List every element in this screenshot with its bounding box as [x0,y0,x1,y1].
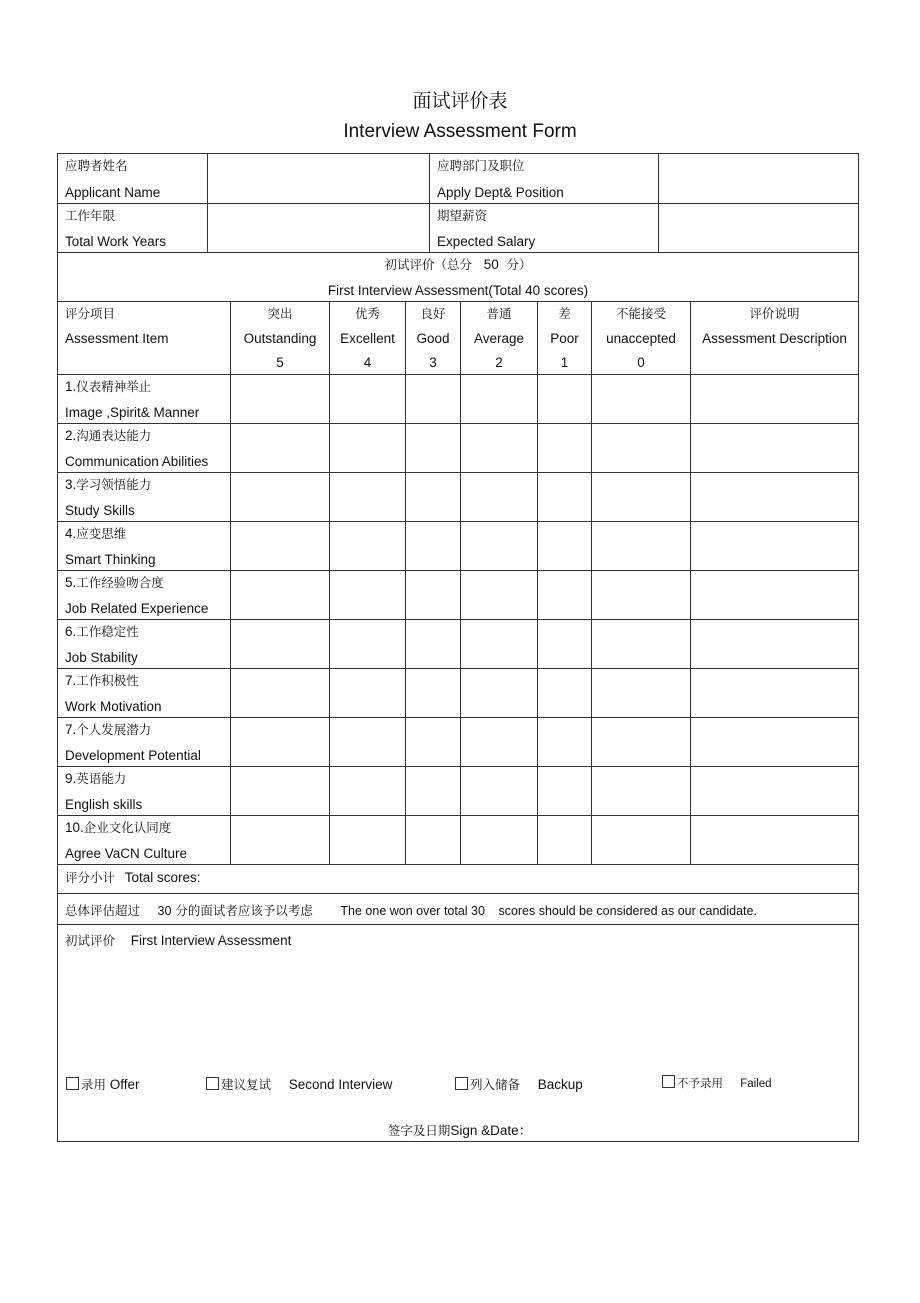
table-row [58,423,858,472]
apply-dept-label: 应聘部门及职位 Apply Dept& Position [429,154,658,203]
item-label: 5.工作经验吻合度 Job Related Experience [65,575,209,616]
score-cell-unaccepted[interactable] [591,522,690,570]
header-level-outstanding: 突出 Outstanding 5 [230,302,329,374]
score-cell-average[interactable] [460,571,537,619]
apply-dept-field[interactable] [658,154,858,203]
expected-salary-label: 期望薪资 Expected Salary [429,204,658,252]
table-row [58,521,858,570]
item-label: 9.英语能力 English skills [65,771,143,812]
score-cell-poor[interactable] [537,669,591,717]
header-level-good: 良好 Good 3 [405,302,460,374]
score-cell-good[interactable] [405,571,460,619]
score-cell-excellent[interactable] [329,473,405,521]
header-level-unaccepted: 不能接受 unaccepted 0 [591,302,690,374]
score-cell-good[interactable] [405,620,460,668]
score-cell-good[interactable] [405,816,460,864]
description-cell[interactable] [690,718,858,766]
score-cell-unaccepted[interactable] [591,424,690,472]
score-cell-unaccepted[interactable] [591,571,690,619]
option-second-interview[interactable]: 建议复试 Second Interview [206,1075,392,1093]
work-years-field[interactable] [207,204,429,252]
score-cell-unaccepted[interactable] [591,718,690,766]
table-row [58,374,858,423]
score-cell-poor[interactable] [537,522,591,570]
score-cell-poor[interactable] [537,571,591,619]
first-interview-assessment[interactable]: 初试评价 First Interview Assessment [65,933,292,948]
header-assessment-item: 评分项目 Assessment Item [65,306,169,346]
score-cell-outstanding[interactable] [230,767,329,815]
expected-salary-field[interactable] [658,204,858,252]
score-cell-good[interactable] [405,767,460,815]
checkbox-icon[interactable] [66,1077,79,1090]
grid-header [58,301,858,374]
form-title-chinese: 面试评价表 [412,90,508,112]
table-row [58,570,858,619]
score-cell-excellent[interactable] [329,375,405,423]
sign-date[interactable]: 签字及日期Sign &Date： [387,1123,533,1138]
table-row [58,766,858,815]
description-cell[interactable] [690,424,858,472]
score-cell-unaccepted[interactable] [591,375,690,423]
score-cell-excellent[interactable] [329,522,405,570]
score-cell-excellent[interactable] [329,620,405,668]
score-cell-poor[interactable] [537,375,591,423]
score-cell-outstanding[interactable] [230,669,329,717]
score-cell-good[interactable] [405,669,460,717]
work-years-label: 工作年限 Total Work Years [65,208,167,249]
item-label: 4.应变思维 Smart Thinking [65,526,156,567]
score-cell-good[interactable] [405,718,460,766]
item-label: 7.工作积极性 Work Motivation [65,673,162,714]
score-cell-outstanding[interactable] [230,375,329,423]
score-cell-excellent[interactable] [329,571,405,619]
score-cell-average[interactable] [460,718,537,766]
subtotal-row [58,864,858,893]
description-cell[interactable] [690,473,858,521]
score-cell-unaccepted[interactable] [591,473,690,521]
score-cell-outstanding[interactable] [230,718,329,766]
description-cell[interactable] [690,669,858,717]
score-cell-average[interactable] [460,522,537,570]
score-cell-outstanding[interactable] [230,522,329,570]
criteria-note: 总体评估超过 30 分的面试者应该予以考虑 The one won over total 30 scores should be considered as our candidate. [65,903,757,918]
checkbox-icon[interactable] [206,1077,219,1090]
score-cell-average[interactable] [460,767,537,815]
score-cell-unaccepted[interactable] [591,620,690,668]
description-cell[interactable] [690,375,858,423]
item-label: 6.工作稳定性 Job Stability [65,624,139,665]
checkbox-icon[interactable] [455,1077,468,1090]
item-label: 1.仪表精神举止 Image ,Spirit& Manner [65,379,200,420]
option-backup[interactable]: 列入储备 Backup [455,1075,583,1093]
header-level-excellent: 优秀 Excellent 4 [329,302,405,374]
score-cell-outstanding[interactable] [230,473,329,521]
score-cell-average[interactable] [460,620,537,668]
description-cell[interactable] [690,620,858,668]
score-cell-outstanding[interactable] [230,571,329,619]
info-row-applicant [58,154,858,203]
assessment-form [57,153,859,1142]
form-title-english: Interview Assessment Form [343,121,577,142]
item-label: 10.企业文化认同度 Agree VaCN Culture [65,820,188,861]
score-cell-poor[interactable] [537,816,591,864]
score-cell-good[interactable] [405,473,460,521]
score-cell-unaccepted[interactable] [591,767,690,815]
item-label: 7.个人发展潜力 Development Potential [65,722,201,763]
score-cell-average[interactable] [460,669,537,717]
score-cell-average[interactable] [460,473,537,521]
header-level-average: 普通 Average 2 [460,302,537,374]
header-level-poor: 差 Poor 1 [537,302,591,374]
description-cell[interactable] [690,522,858,570]
score-cell-good[interactable] [405,424,460,472]
criteria-row [58,893,858,924]
table-row [58,472,858,521]
score-cell-unaccepted[interactable] [591,669,690,717]
score-cell-poor[interactable] [537,767,591,815]
first-interview-heading: 初试评价（总分 50 分） First Interview Assessment(Total 40 scores) [327,257,589,298]
table-row [58,717,858,766]
score-cell-poor[interactable] [537,718,591,766]
score-cell-excellent[interactable] [329,767,405,815]
option-offer[interactable]: 录用 Offer [66,1075,140,1093]
checkbox-icon[interactable] [662,1075,675,1088]
score-cell-good[interactable] [405,522,460,570]
table-row [58,668,858,717]
score-cell-outstanding[interactable] [230,816,329,864]
applicant-name-label: 应聘者姓名 Applicant Name [65,158,161,200]
score-cell-good[interactable] [405,375,460,423]
description-cell[interactable] [690,767,858,815]
score-cell-average[interactable] [460,375,537,423]
assessment-block [58,924,858,1141]
score-cell-average[interactable] [460,816,537,864]
applicant-name-field[interactable] [207,154,429,203]
description-cell[interactable] [690,816,858,864]
score-cell-poor[interactable] [537,620,591,668]
score-cell-excellent[interactable] [329,424,405,472]
score-cell-excellent[interactable] [329,718,405,766]
score-cell-poor[interactable] [537,473,591,521]
score-cell-excellent[interactable] [329,669,405,717]
score-cell-excellent[interactable] [329,816,405,864]
header-assessment-description: 评价说明 Assessment Description [690,302,858,374]
score-cell-poor[interactable] [537,424,591,472]
item-label: 3.学习领悟能力 Study Skills [65,477,152,518]
score-cell-unaccepted[interactable] [591,816,690,864]
table-row [58,815,858,864]
info-row-years [58,203,858,252]
option-failed[interactable]: 不予录用 Failed [662,1075,772,1091]
table-row [58,619,858,668]
total-scores[interactable]: 评分小计 Total scores: [65,870,201,885]
section-heading [58,252,858,301]
score-cell-average[interactable] [460,424,537,472]
score-cell-outstanding[interactable] [230,620,329,668]
score-cell-outstanding[interactable] [230,424,329,472]
item-label: 2.沟通表达能力 Communication Abilities [65,428,209,469]
description-cell[interactable] [690,571,858,619]
